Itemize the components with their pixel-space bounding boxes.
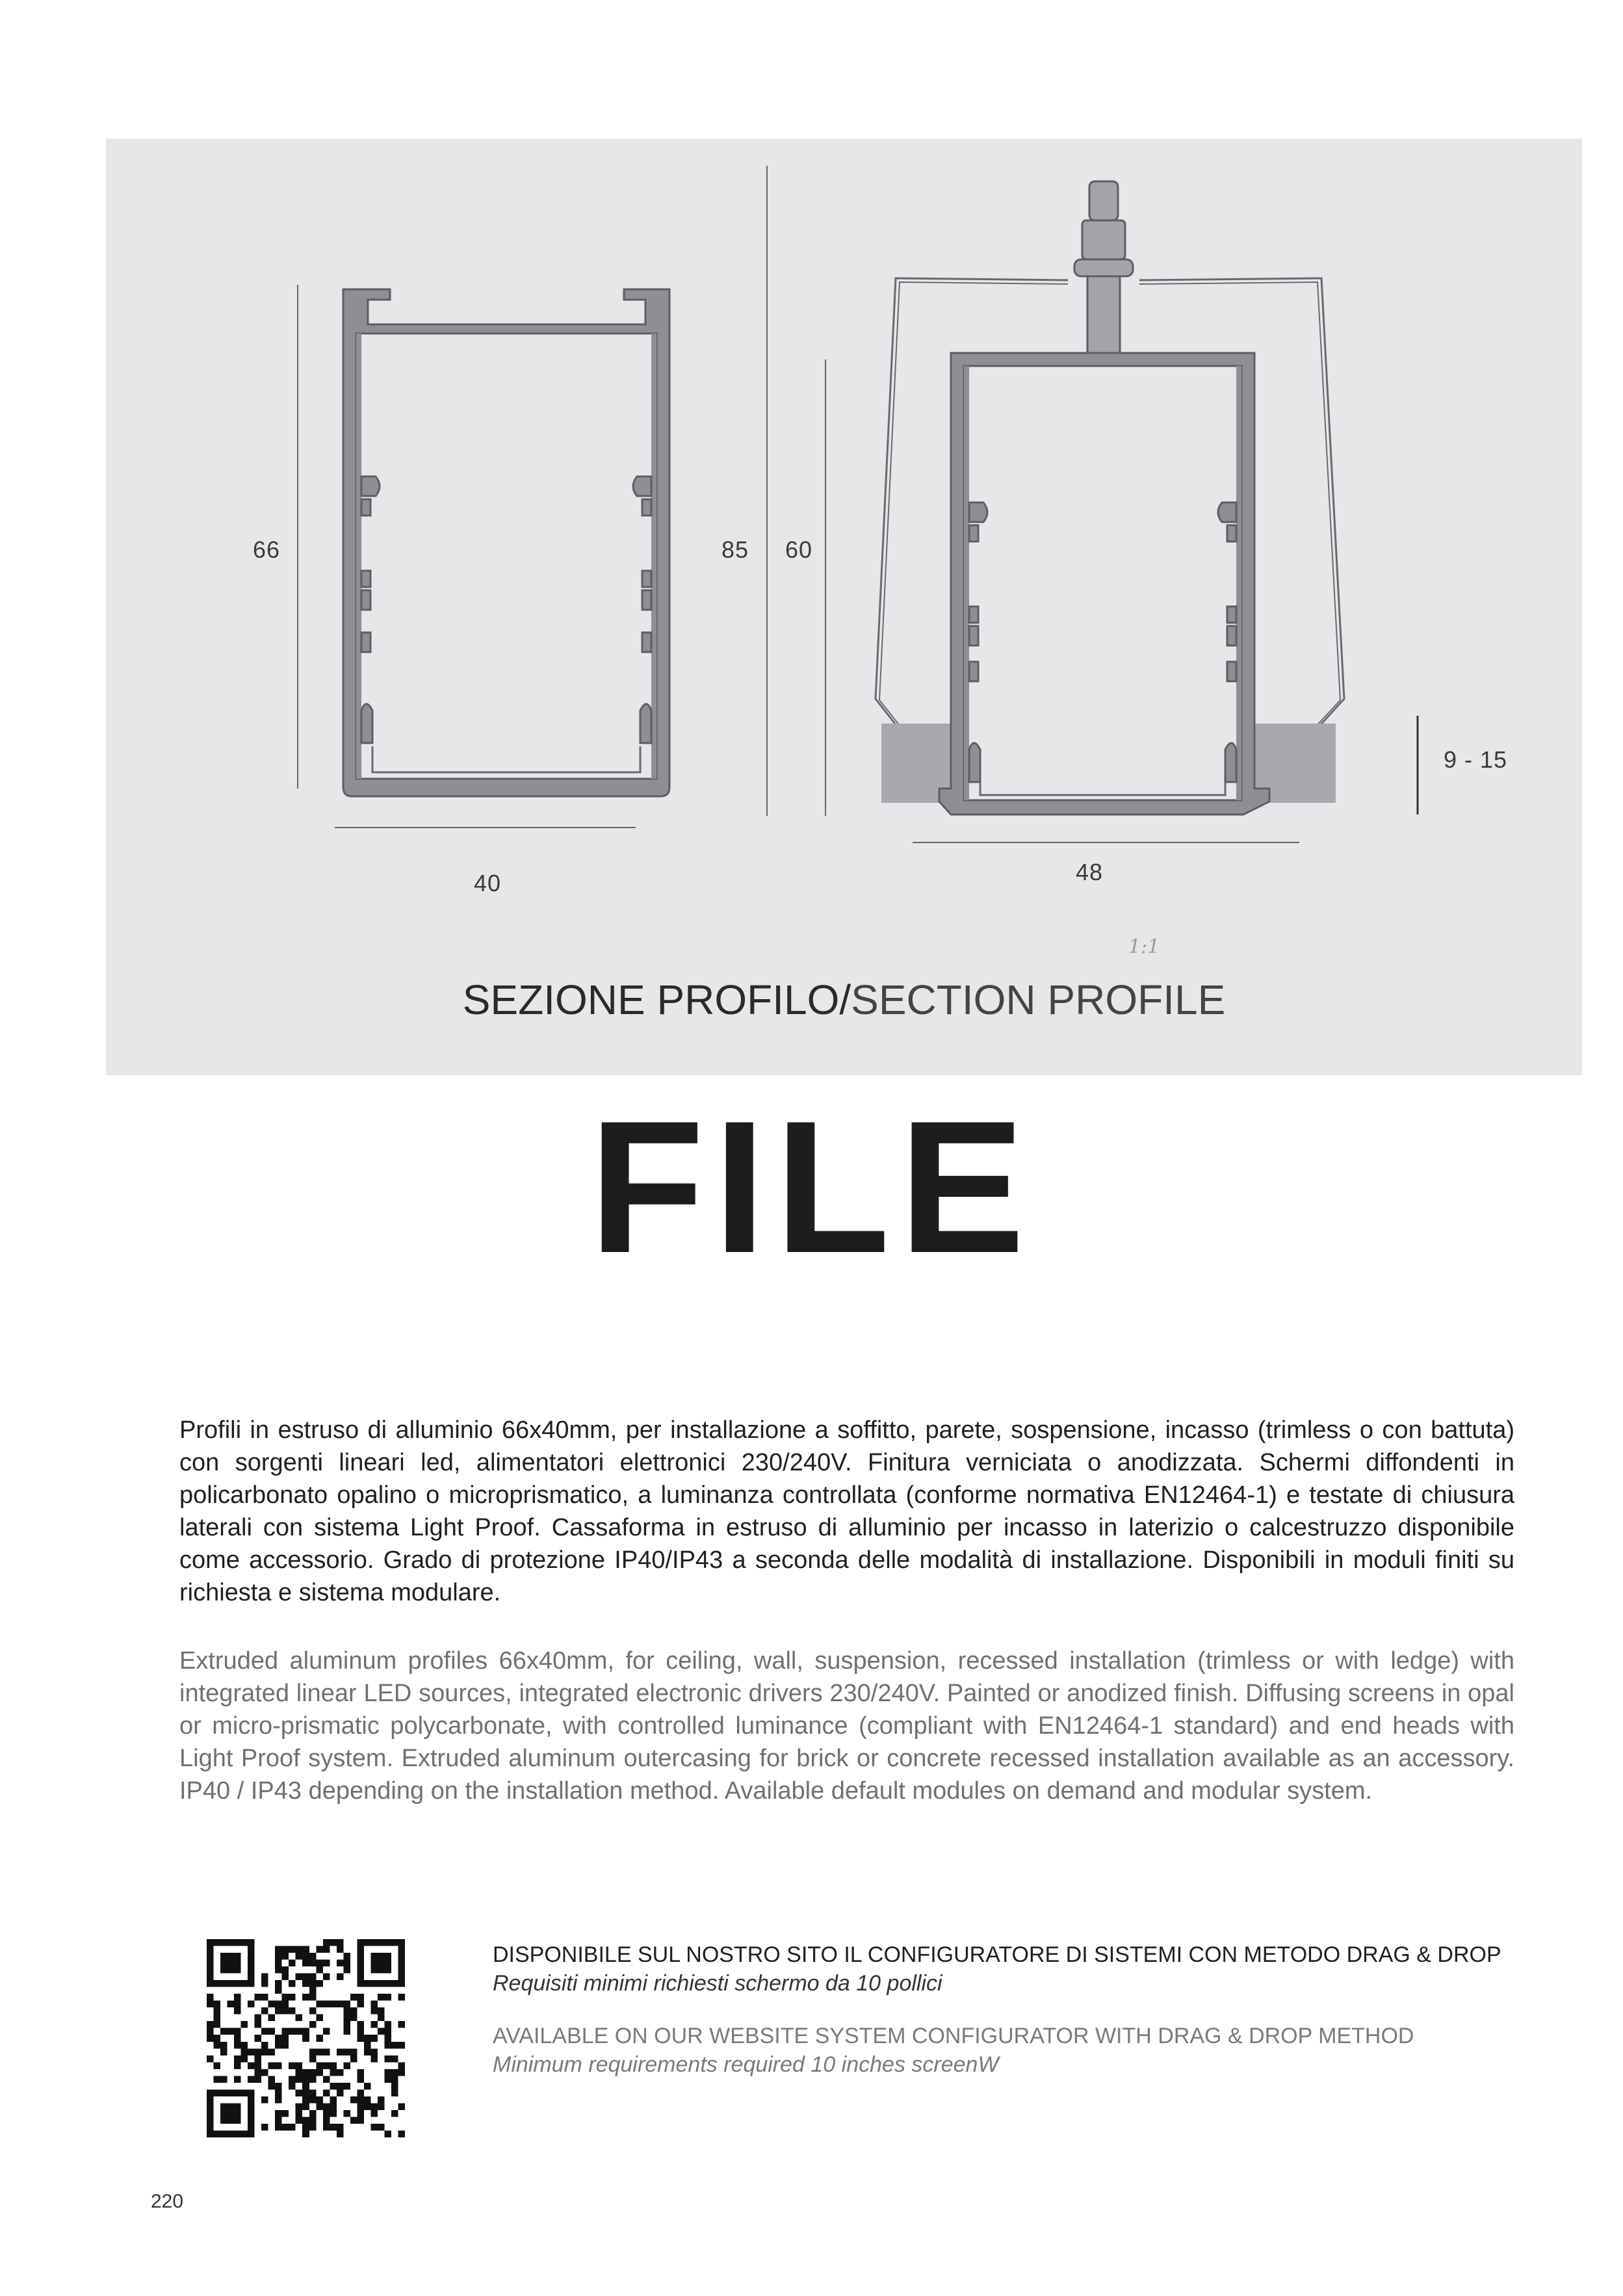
product-title: FILE xyxy=(589,1082,1034,1292)
page-number: 220 xyxy=(151,2191,184,2212)
dim-profile-height: 60 xyxy=(785,536,813,563)
description-italian: Profili in estruso di alluminio 66x40mm, per installazione a soffitto, parete, sospensione, incasso (trimless o con battuta) con sorgenti lineari led, alimentatori elettronici 230/240V. Finitura verniciata o anodizzata. Schermi diffondenti in policarbonato opalino o microprismatico, a luminanza controllata (conforme normativa EN12464-1) e testate di chiusura laterali con sistema Light Proof. Cassaforma in estruso di alluminio per incasso in laterizio o calcestruzzo disponibile come accessorio. Grado di protezione IP40/IP43 a seconda delle modalità di installazione. Disponibili in moduli finiti su richiesta e sistema modulare. xyxy=(179,1416,1514,1606)
configurator-requirements-en: Minimum requirements required 10 inches screenW xyxy=(493,2052,999,2077)
configurator-note-en: AVAILABLE ON OUR WEBSITE SYSTEM CONFIGURATOR WITH DRAG & DROP METHOD xyxy=(493,2024,1414,2048)
section-title-it: SEZIONE PROFILO xyxy=(462,976,840,1023)
section-title-separator: / xyxy=(839,976,851,1023)
dim-recess-width: 48 xyxy=(1076,859,1104,885)
section-profile-panel xyxy=(106,138,1582,1075)
dim-height-left: 66 xyxy=(253,536,281,563)
drawing-scale: 1:1 xyxy=(1128,935,1160,958)
configurator-requirements-it: Requisiti minimi richiesti schermo da 10 pollici xyxy=(493,1971,942,1996)
section-title xyxy=(106,976,1582,1024)
dim-overall-height: 85 xyxy=(721,536,749,563)
profile-surface-drawing xyxy=(343,289,669,796)
section-title-en: SECTION PROFILE xyxy=(851,976,1226,1023)
dim-width-left: 40 xyxy=(474,870,502,896)
qr-code[interactable] xyxy=(207,1939,405,2137)
description-english: Extruded aluminum profiles 66x40mm, for ceiling, wall, suspension, recessed installation (trimless or with ledge) with integrated linear LED sources, integrated electronic drivers 230/240V. Painted or anodized finish. Diffusing screens in opal or micro-prismatic polycarbonate, with controlled luminance (compliant with EN12464-1 standard) and end heads with Light Proof system. Extruded aluminum outercasing for brick or concrete recessed installation available as an accessory. IP40 / IP43 depending on the installation method. Available default modules on demand and modular system. xyxy=(179,1647,1514,1805)
section-profile-drawing xyxy=(106,138,1582,1075)
configurator-note-it: DISPONIBILE SUL NOSTRO SITO IL CONFIGURATORE DI SISTEMI CON METODO DRAG & DROP xyxy=(493,1942,1501,1967)
profile-recessed-drawing xyxy=(767,166,1418,842)
dim-wall-thickness: 9 - 15 xyxy=(1444,746,1508,773)
